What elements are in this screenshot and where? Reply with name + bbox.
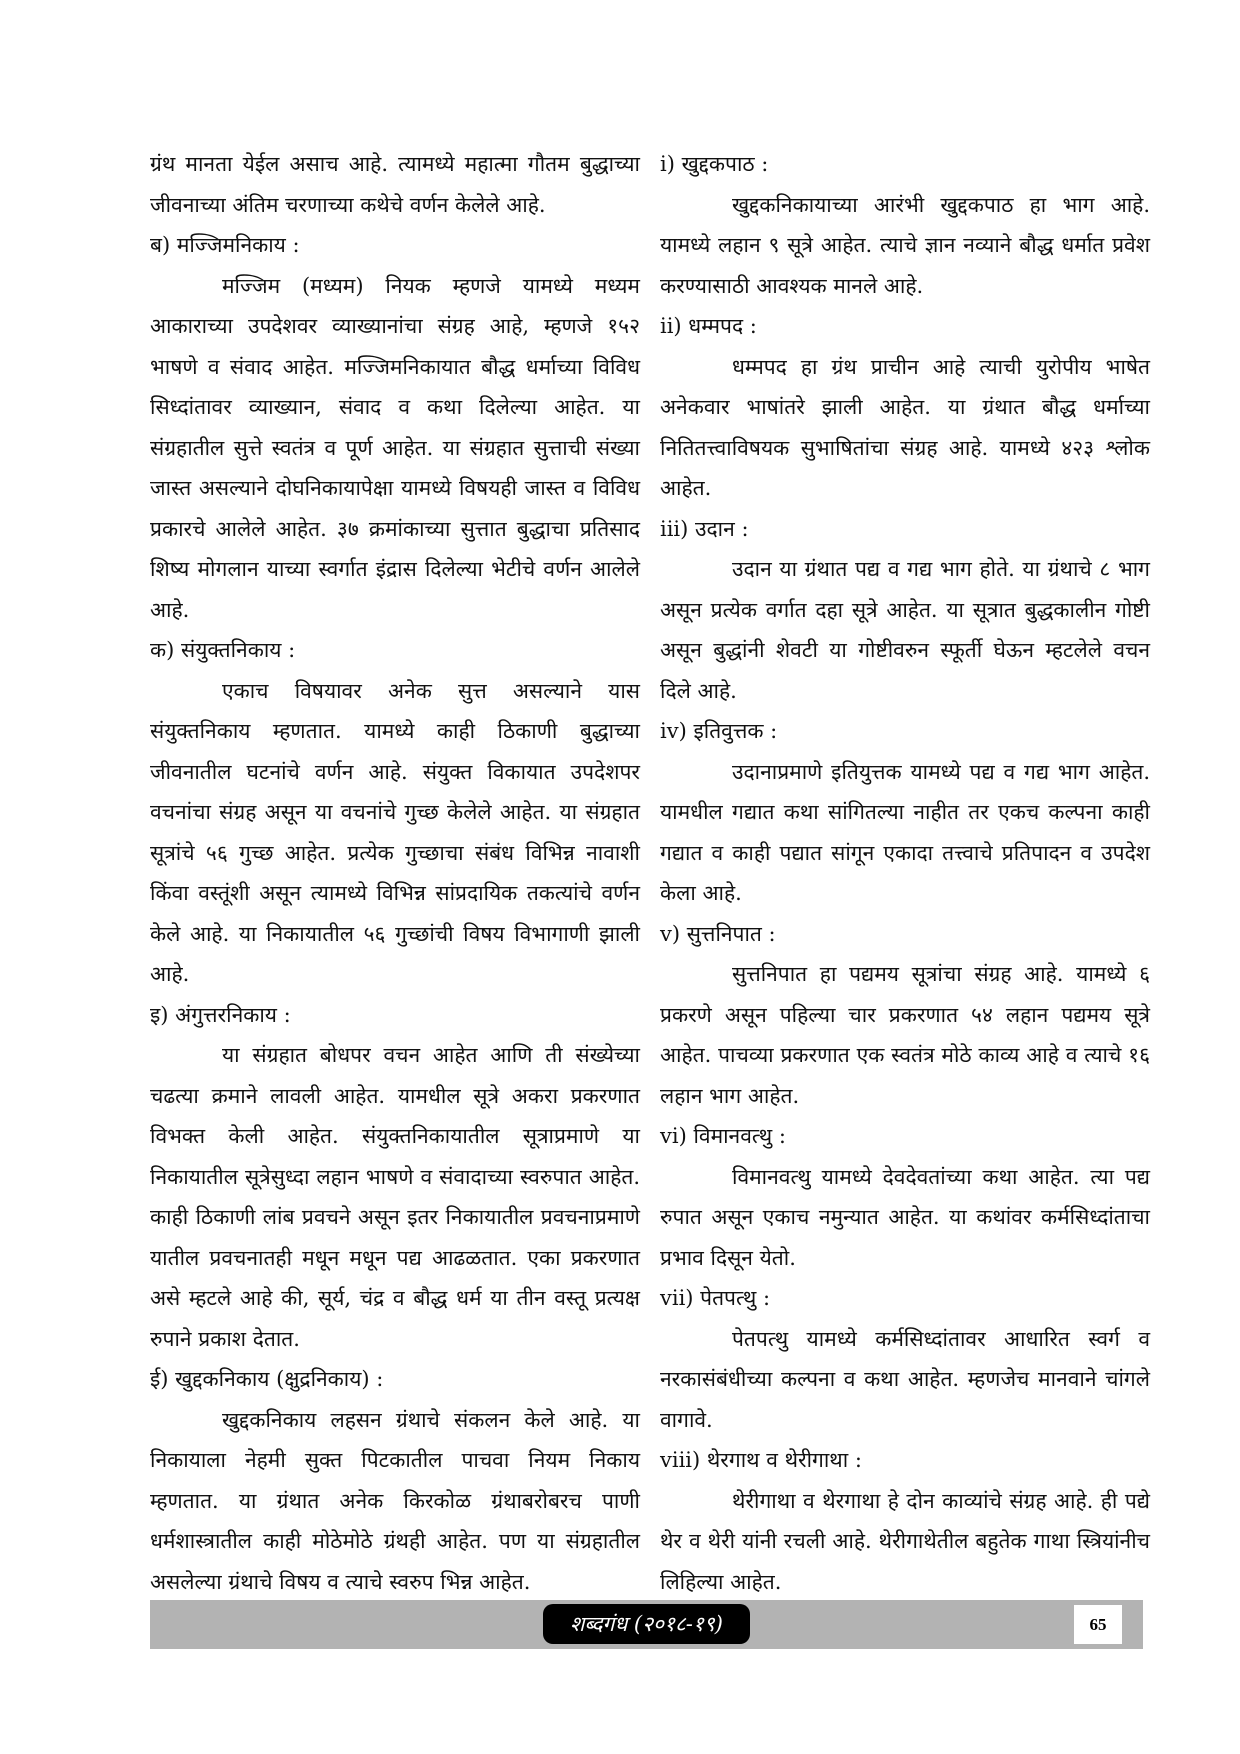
body-paragraph: उदान या ग्रंथात पद्य व गद्य भाग होते. या ग्रंथाचे ८ भाग असून प्रत्येक वर्गात दहा सूत्रे आहेत. या सूत्रात बुद्धकालीन गोष्टी असून बुद्धांनी शेवटी या गोष्टीवरुन स्फूर्ती घेऊन म्हटलेले वचन दिले आहे. [660, 557, 1150, 703]
section-heading: iv) इतिवुत्तक : [660, 719, 778, 743]
section-heading: i) खुद्दकपाठ : [660, 152, 769, 176]
body-paragraph: धम्मपद हा ग्रंथ प्राचीन आहे त्याची युरोपीय भाषेत अनेकवार भाषांतरे झाली आहेत. या ग्रंथात बौद्ध धर्माच्या नितितत्त्वाविषयक सुभाषितांचा संग्रह आहे. यामध्ये ४२३ श्लोक आहेत. [660, 354, 1150, 500]
body-paragraph: या संग्रहात बोधपर वचन आहेत आणि ती संख्येच्या चढत्या क्रमाने लावली आहेत. यामधील सूत्रे अकरा प्रकरणात विभक्त केली आहेत. संयुक्तनिकायातील सूत्राप्रमाणे या निकायातील सूत्रेसुध्दा लहान भाषणे व संवादाच्या स्वरुपात आहेत. काही ठिकाणी लांब प्रवचने असून इतर निकायातील प्रवचनाप्रमाणे यातील प्रवचनातही मधून मधून पद्य आढळतात. एका प्रकरणात असे म्हटले आहे की, सूर्य, चंद्र व बौद्ध धर्म या तीन वस्तू प्रत्यक्ष रुपाने प्रकाश देतात. [150, 1043, 640, 1351]
left-column [150, 144, 640, 1602]
section-heading: v) सुत्तनिपात : [660, 921, 776, 946]
section-heading: viii) थेरगाथ व थेरीगाथा : [660, 1448, 862, 1472]
page-footer [150, 1600, 1143, 1649]
right-column [660, 144, 1150, 1602]
section-heading: ii) धम्मपद : [660, 314, 757, 338]
body-paragraph: पेतपत्थु यामध्ये कर्मसिध्दांतावर आधारित स्वर्ग व नरकासंबंधीच्या कल्पना व कथा आहेत. म्हणजेच मानवाने चांगले वागावे. [660, 1326, 1150, 1432]
body-paragraph: खुद्दकनिकाय लहसन ग्रंथाचे संकलन केले आहे. या निकायाला नेहमी सुक्त पिटकातील पाचवा नियम निकाय म्हणतात. या ग्रंथात अनेक किरकोळ ग्रंथाबरोबरच पाणी धर्मशास्त्रातील काही मोठेमोठे ग्रंथही आहेत. पण या संग्रहातील असलेल्या ग्रंथाचे विषय व त्याचे स्वरुप भिन्न आहेत. [150, 1407, 640, 1594]
section-heading: ई) खुद्दकनिकाय (क्षुद्रनिकाय) : [150, 1367, 384, 1391]
section-heading: ब) मज्जिमनिकाय : [150, 233, 300, 257]
body-paragraph: एकाच विषयावर अनेक सुत्त असल्याने यास संयुक्तनिकाय म्हणतात. यामध्ये काही ठिकाणी बुद्धाच्या जीवनातील घटनांचे वर्णन आहे. संयुक्त विकायात उपदेशपर वचनांचा संग्रह असून या वचनांचे गुच्छ केलेले आहेत. या संग्रहात सूत्रांचे ५६ गुच्छ आहेत. प्रत्येक गुच्छाचा संबंध विभिन्न नावाशी किंवा वस्तूंशी असून त्यामध्ये विभिन्न सांप्रदायिक तकत्यांचे वर्णन केले आहे. या निकायातील ५६ गुच्छांची विषय विभागाणी झाली आहे. [150, 678, 640, 986]
body-paragraph: खुद्दकनिकायाच्या आरंभी खुद्दकपाठ हा भाग आहे. यामध्ये लहान ९ सूत्रे आहेत. त्याचे ज्ञान नव्याने बौद्ध धर्मात प्रवेश करण्यासाठी आवश्यक मानले आहे. [660, 192, 1150, 298]
body-paragraph: सुत्तनिपात हा पद्यमय सूत्रांचा संग्रह आहे. यामध्ये ६ प्रकरणे असून पहिल्या चार प्रकरणात ५४ लहान पद्यमय सूत्रे आहेत. पाचव्या प्रकरणात एक स्वतंत्र मोठे काव्य आहे व त्याचे १६ लहान भाग आहेत. [660, 962, 1150, 1108]
body-paragraph: उदानाप्रमाणे इतियुत्तक यामध्ये पद्य व गद्य भाग आहेत. यामधील गद्यात कथा सांगितल्या नाहीत तर एकच कल्पना काही गद्यात व काही पद्यात सांगून एकादा तत्त्वाचे प्रतिपादन व उपदेश केला आहे. [660, 759, 1150, 905]
section-heading: vi) विमानवत्थु : [660, 1124, 786, 1148]
body-paragraph: थेरीगाथा व थेरगाथा हे दोन काव्यांचे संग्रह आहे. ही पद्ये थेर व थेरी यांनी रचली आहे. थेरीगाथेतील बहुतेक गाथा स्त्रियांनीच लिहिल्या आहेत. [660, 1488, 1150, 1594]
continued-paragraph: ग्रंथ मानता येईल असाच आहे. त्यामध्ये महात्मा गौतम बुद्धाच्या जीवनाच्या अंतिम चरणाच्या कथेचे वर्णन केलेले आहे. [150, 152, 640, 217]
page-number: 65 [1074, 1605, 1122, 1644]
body-paragraph: मज्जिम (मध्यम) नियक म्हणजे यामध्ये मध्यम आकाराच्या उपदेशवर व्याख्यानांचा संग्रह आहे, म्हणजे १५२ भाषणे व संवाद आहेत. मज्जिमनिकायात बौद्ध धर्माच्या विविध सिध्दांतावर व्याख्यान, संवाद व कथा दिलेल्या आहेत. या संग्रहातील सुत्ते स्वतंत्र व पूर्ण आहेत. या संग्रहात सुत्ताची संख्या जास्त असल्याने दोघनिकायापेक्षा यामध्ये विषयही जास्त व विविध प्रकारचे आलेले आहेत. ३७ क्रमांकाच्या सुत्तात बुद्धाचा प्रतिसाद शिष्य मोगलान याच्या स्वर्गात इंद्रास दिलेल्या भेटीचे वर्णन आलेले आहे. [150, 273, 640, 622]
journal-title-badge: शब्दगंध (२०१८-१९) [543, 1604, 750, 1644]
section-heading: iii) उदान : [660, 516, 749, 541]
section-heading: इ) अंगुत्तरनिकाय : [150, 1002, 291, 1027]
section-heading: क) संयुक्तनिकाय : [150, 638, 296, 662]
section-heading: vii) पेतपत्थु : [660, 1286, 771, 1310]
body-paragraph: विमानवत्थु यामध्ये देवदेवतांच्या कथा आहेत. त्या पद्य रुपात असून एकाच नमुन्यात आहेत. या कथांवर कर्मसिध्दांताचा प्रभाव दिसून येतो. [660, 1164, 1150, 1270]
